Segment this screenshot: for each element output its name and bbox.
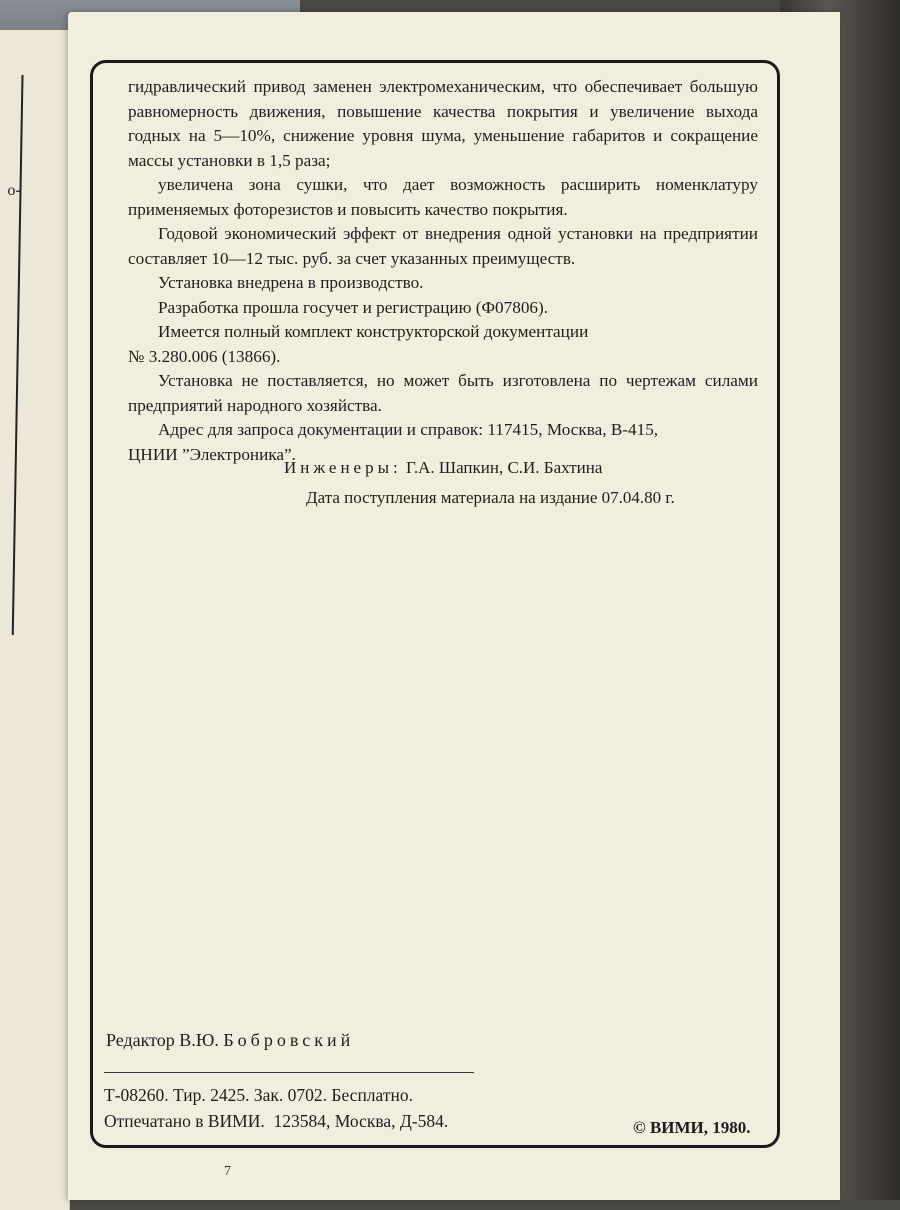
paragraph-economic-effect: Годовой экономический эффект от внедрения одной установки на предприятии составляет 10—12 тыс. руб. за счет указанных преимуществ.	[128, 224, 758, 268]
left-page-frame-line	[12, 75, 24, 635]
engineers-label: Инженеры:	[284, 458, 402, 477]
paragraph-registration: Разработка прошла госучет и регистрацию (Ф07806).	[158, 297, 549, 317]
document-page	[68, 12, 840, 1200]
paragraph-not-supplied: Установка не поставляется, но может быть изготовлена по чертежам силами предприятий народного хозяйства.	[128, 371, 758, 415]
imprint	[104, 1082, 448, 1134]
paragraph-documentation: Имеется полный комплект конструкторской документации	[158, 322, 589, 341]
editor-label: Редактор В.Ю.	[106, 1030, 219, 1050]
paragraph-address: Адрес для запроса документации и справок: 117415, Москва, В-415,	[158, 420, 659, 439]
editor-name: Бобровский	[223, 1030, 355, 1050]
paragraph-hydraulic-drive: гидравлический привод заменен электромеханическим, что обеспечивает большую равномерность движения, повышение качества покрытия и увеличение выхода годных на 5—10%, снижение уровня шума, уменьшение габаритов и сокращение массы установки в 1,5 раза;	[128, 77, 758, 170]
margin-mark: 7	[224, 1164, 231, 1179]
paragraph-doc-number: № 3.280.006 (13866).	[128, 346, 281, 366]
paragraph-implemented: Установка внедрена в производство.	[158, 273, 424, 292]
left-page-text-fragment: о-	[7, 182, 21, 199]
imprint-line-2: Отпечатано в ВИМИ. 123584, Москва, Д-584.	[104, 1111, 449, 1131]
paragraph-drying-zone: увеличена зона сушки, что дает возможность расширить номенклатуру применяемых фоторезистов и повысить качество покрытия.	[128, 175, 758, 219]
paragraph-institute: ЦНИИ ”Электроника”.	[128, 444, 296, 464]
divider-rule	[104, 1072, 474, 1073]
engineers-line	[284, 458, 602, 478]
editor-line	[106, 1030, 354, 1051]
engineers-names: Г.А. Шапкин, С.И. Бахтина	[405, 458, 603, 477]
copyright: © ВИМИ, 1980.	[633, 1118, 751, 1137]
imprint-line-1: Т-08260. Тир. 2425. Зак. 0702. Бесплатно.	[104, 1085, 413, 1105]
submission-date: Дата поступления материала на издание 07.04.80 г.	[306, 488, 675, 507]
body-text	[128, 75, 758, 467]
